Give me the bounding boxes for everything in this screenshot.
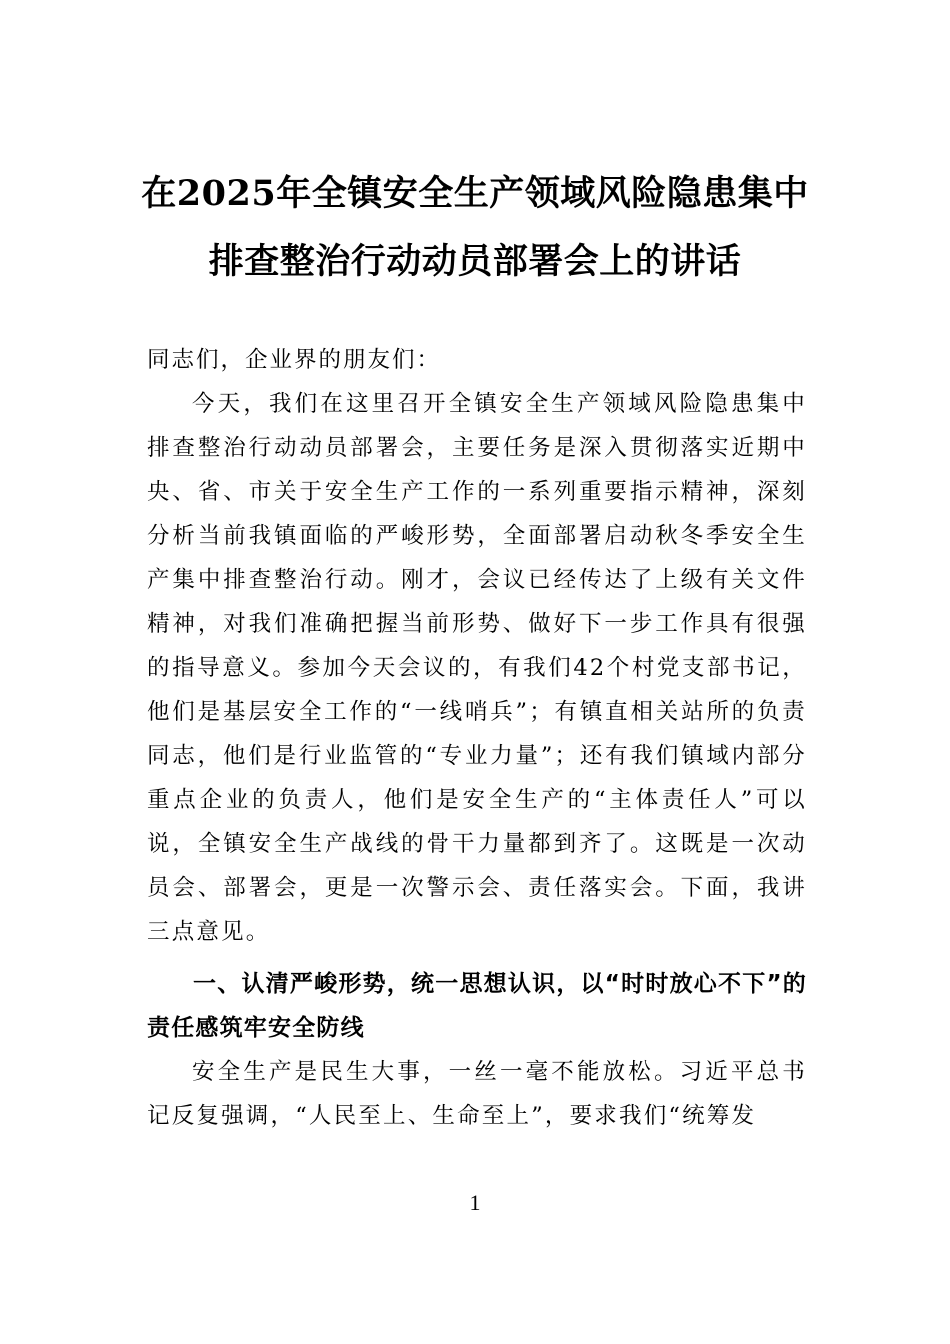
paragraph-1-text: 今天，我们在这里召开全镇安全生产领域风险隐患集中排查整治行动动员部署会，主要任务是深入贯彻落实近期中央、省、市关于安全生产工作的一系列重要指示精神，深刻分析当前我镇面临的严峻形势，全面部署启动秋冬季安全生产集中排查整治行动。刚才，会议已经传达了上级有关文件精神，对我们准确把握当前形势、做好下一步工作具有很强的指导意义。参加今天会议的，有我们42个村党支部书记，他们是基层安全工作的“一线哨兵”；有镇直相关站所的负责同志，他们是行业监管的“专业力量”；还有我们镇域内部分重点企业的负责人，他们是安全生产的“主体责任人”可以说，全镇安全生产战线的骨干力量都到齐了。这既是一次动员会、部署会，更是一次警示会、责任落实会。下面，我讲三点意见。 [147,391,807,945]
page-number: 1 [469,1190,481,1215]
paragraph-1 [147,382,807,954]
section-heading-1-text: 一、认清严峻形势，统一思想认识，以“时时放心不下”的责任感筑牢安全防线 [147,971,807,1041]
section-heading-1 [147,962,807,1050]
paragraph-2-text: 安全生产是民生大事，一丝一毫不能放松。习近平总书记反复强调，“人民至上、生命至上”，要求我们“统筹发 [147,1059,807,1129]
document-title-line-1: 在2025年全镇安全生产领域风险隐患集中 [141,173,809,214]
paragraph-2 [147,1050,807,1138]
salutation-text: 同志们，企业界的朋友们： [147,347,442,373]
document-title-line-2: 排查整治行动动员部署会上的讲话 [208,241,742,282]
salutation [147,338,807,382]
